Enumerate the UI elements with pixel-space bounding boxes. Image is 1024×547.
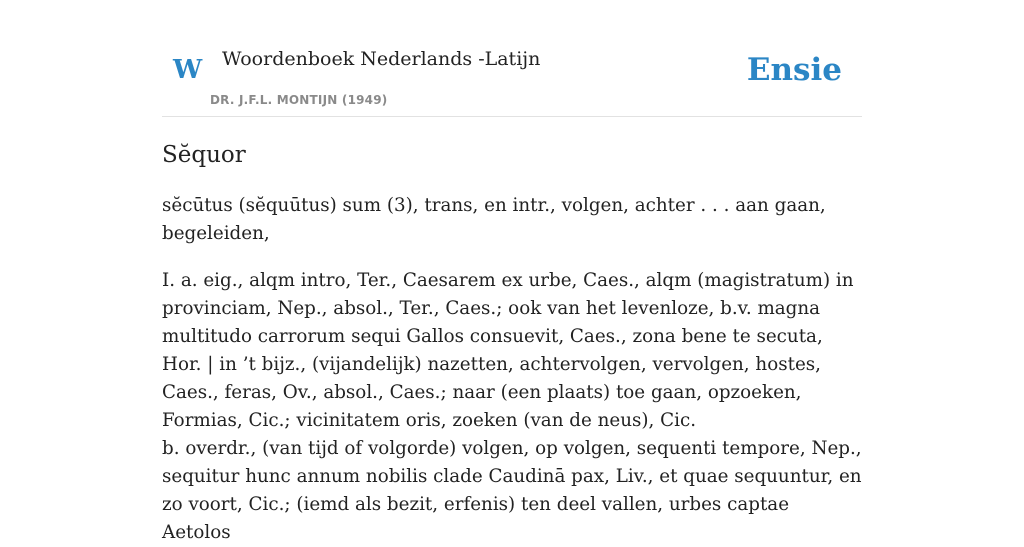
header [162,0,862,117]
entry-sense-b: b. overdr., (van tijd of volgorde) volgen, op volgen, sequenti tempore, Nep., sequitur hunc annum nobilis clade Caudinā pax, Liv., et quae sequuntur, en zo voort, Cic.; (iemd als bezit, erfenis) ten deel vallen, urbes captae Aetolos [162,438,862,543]
page [162,0,862,543]
entry-body [162,192,862,547]
book-title-link[interactable]: Woordenboek Nederlands -Latijn [222,48,541,70]
entry-definition-line: sĕcūtus (sĕquūtus) sum (3), trans, en intr., volgen, achter . . . aan gaan, begeleiden, [162,195,826,244]
entry-title: Sĕquor [162,142,246,168]
entry-sense-a: I. a. eig., alqm intro, Ter., Caesarem ex urbe, Caes., alqm (magistratum) in provinciam, Nep., absol., Ter., Caes.; ook van het levenloze, b.v. magna multitudo carrorum sequi Gallos consuevit, Caes., zona bene te secuta, Hor. | in ’t bijz., (vijandelijk) nazetten, achtervolgen, vervolgen, hostes, Caes., feras, Ov., absol., Caes.; naar (een plaats) toe gaan, opzoeken, Formias, Cic.; vicinitatem oris, zoeken (van de neus), Cic. [162,270,854,431]
book-logo-icon[interactable]: W [173,55,203,85]
ensie-logo[interactable]: Ensie [746,52,842,88]
book-author: DR. J.F.L. MONTIJN (1949) [210,93,388,107]
